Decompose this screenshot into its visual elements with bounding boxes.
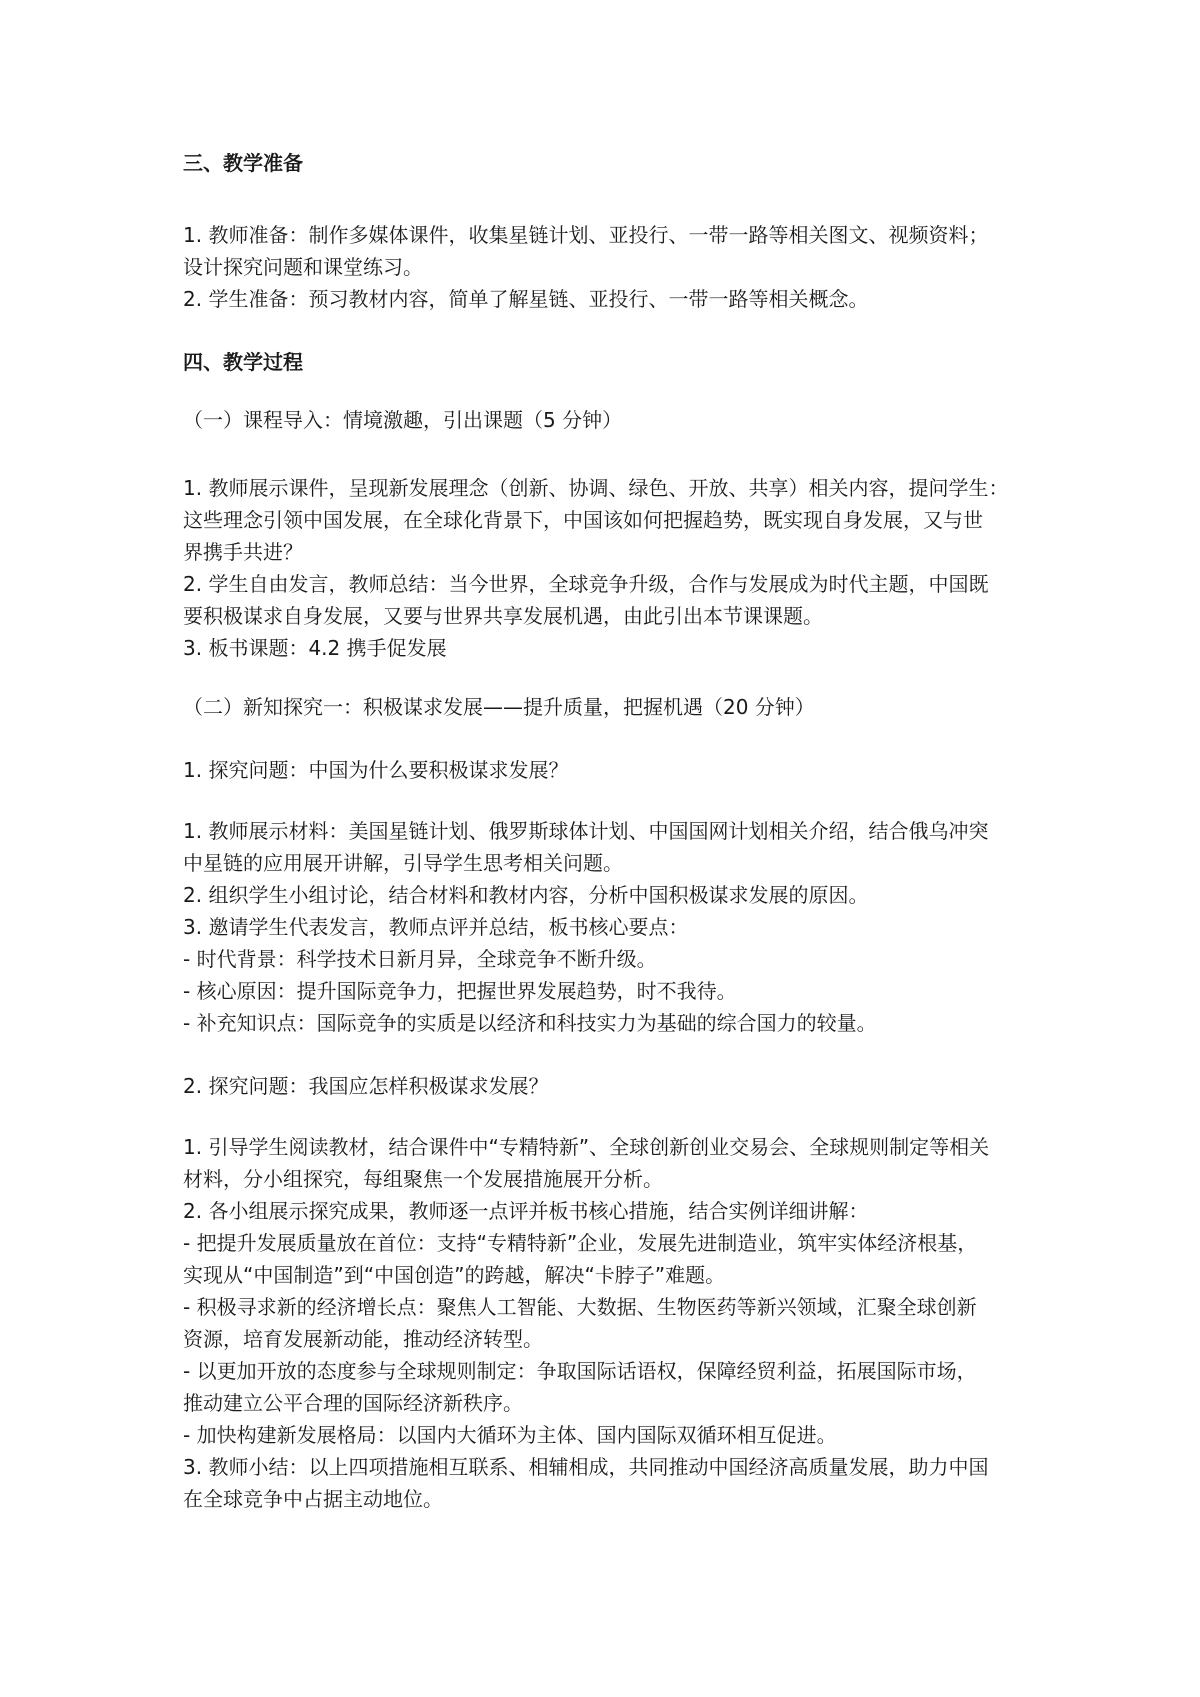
paragraph-line: 2. 各小组展示探究成果，教师逐一点评并板书核心措施，结合实例详细讲解： bbox=[183, 1199, 869, 1223]
subsection-heading: （二）新知探究一：积极谋求发展——提升质量，把握机遇（20 分钟） bbox=[183, 695, 815, 719]
paragraph-line: 中星链的应用展开讲解，引导学生思考相关问题。 bbox=[183, 851, 623, 875]
bullet-item: - 加快构建新发展格局：以国内大循环为主体、国内国际双循环相互促进。 bbox=[183, 1423, 837, 1447]
section-heading-preparation: 三、教学准备 bbox=[183, 151, 303, 175]
bullet-item: - 补充知识点：国际竞争的实质是以经济和科技实力为基础的综合国力的较量。 bbox=[183, 1011, 877, 1035]
paragraph-line: 在全球竞争中占据主动地位。 bbox=[183, 1487, 443, 1511]
paragraph-line: 3. 邀请学生代表发言，教师点评并总结，板书核心要点： bbox=[183, 915, 689, 939]
paragraph-line: 3. 教师小结：以上四项措施相互联系、相辅相成，共同推动中国经济高质量发展，助力中国 bbox=[183, 1455, 989, 1479]
bullet-item: - 把提升发展质量放在首位：支持“专精特新”企业，发展先进制造业，筑牢实体经济根基， bbox=[183, 1231, 978, 1255]
paragraph-line: 2. 学生准备：预习教材内容，简单了解星链、亚投行、一带一路等相关概念。 bbox=[183, 287, 869, 311]
bullet-item-continuation: 实现从“中国制造”到“中国创造”的跨越，解决“卡脖子”难题。 bbox=[183, 1263, 726, 1287]
paragraph-line: 这些理念引领中国发展，在全球化背景下，中国该如何把握趋势，既实现自身发展，又与世 bbox=[183, 508, 983, 532]
paragraph-line: 设计探究问题和课堂练习。 bbox=[183, 255, 423, 279]
paragraph-line: 1. 教师准备：制作多媒体课件，收集星链计划、亚投行、一带一路等相关图文、视频资料； bbox=[183, 223, 989, 247]
paragraph-line: 2. 学生自由发言，教师总结：当今世界，全球竞争升级，合作与发展成为时代主题，中国既 bbox=[183, 572, 989, 596]
bullet-item: - 核心原因：提升国际竞争力，把握世界发展趋势，时不我待。 bbox=[183, 979, 737, 1003]
paragraph-line: 3. 板书课题：4.2 携手促发展 bbox=[183, 636, 447, 660]
inquiry-question: 2. 探究问题：我国应怎样积极谋求发展？ bbox=[183, 1074, 549, 1098]
section-heading-process: 四、教学过程 bbox=[183, 350, 303, 374]
bullet-item: - 时代背景：科学技术日新月异，全球竞争不断升级。 bbox=[183, 947, 657, 971]
inquiry-question: 1. 探究问题：中国为什么要积极谋求发展？ bbox=[183, 758, 569, 782]
bullet-item: - 积极寻求新的经济增长点：聚焦人工智能、大数据、生物医药等新兴领域，汇聚全球创新 bbox=[183, 1295, 977, 1319]
paragraph-line: 1. 引导学生阅读教材，结合课件中“专精特新”、全球创新创业交易会、全球规则制定等相关 bbox=[183, 1135, 990, 1159]
paragraph-line: 界携手共进？ bbox=[183, 540, 303, 564]
bullet-item-continuation: 推动建立公平合理的国际经济新秩序。 bbox=[183, 1391, 523, 1415]
bullet-item-continuation: 资源，培育发展新动能，推动经济转型。 bbox=[183, 1327, 543, 1351]
paragraph-line: 1. 教师展示材料：美国星链计划、俄罗斯球体计划、中国国网计划相关介绍，结合俄乌冲突 bbox=[183, 819, 989, 843]
paragraph-line: 2. 组织学生小组讨论，结合材料和教材内容，分析中国积极谋求发展的原因。 bbox=[183, 883, 869, 907]
bullet-item: - 以更加开放的态度参与全球规则制定：争取国际话语权，保障经贸利益，拓展国际市场， bbox=[183, 1359, 977, 1383]
paragraph-line: 要积极谋求自身发展，又要与世界共享发展机遇，由此引出本节课课题。 bbox=[183, 604, 823, 628]
paragraph-line: 材料，分小组探究，每组聚焦一个发展措施展开分析。 bbox=[183, 1167, 663, 1191]
subsection-heading: （一）课程导入：情境激趣，引出课题（5 分钟） bbox=[183, 408, 623, 432]
paragraph-line: 1. 教师展示课件，呈现新发展理念（创新、协调、绿色、开放、共享）相关内容，提问学生： bbox=[183, 476, 1009, 500]
